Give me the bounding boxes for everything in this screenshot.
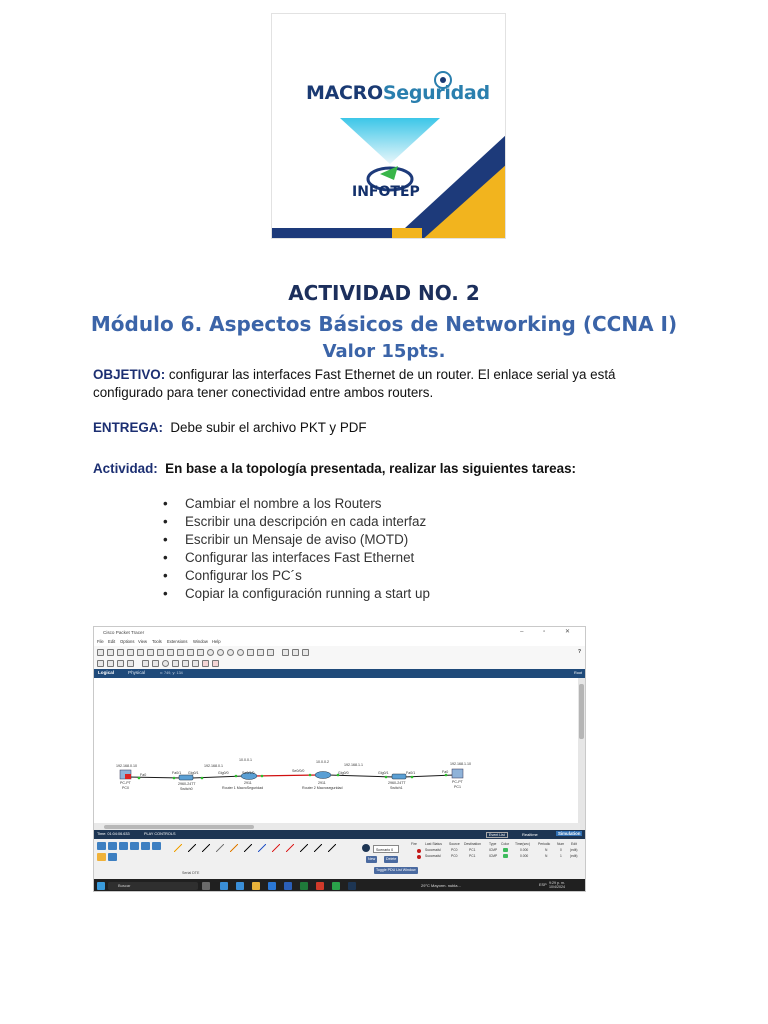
selected-device-name: Serial DTE <box>182 871 200 875</box>
router2-icon[interactable] <box>315 772 331 779</box>
event-fire-icon[interactable] <box>417 855 421 859</box>
crossover-cable-icon[interactable] <box>216 844 224 852</box>
menu-window[interactable]: Window <box>193 639 208 644</box>
rectangle-icon[interactable] <box>172 660 179 667</box>
macroseguridad-infotep-logo <box>271 13 506 239</box>
store-icon[interactable] <box>236 882 244 890</box>
new-file-icon[interactable] <box>97 649 104 656</box>
sim-time: Time: 01:04:06.633 <box>97 832 130 836</box>
link-light-icon <box>445 774 448 777</box>
event-header-periodic: Periodic <box>538 842 551 846</box>
menu-help[interactable]: Help <box>212 639 221 644</box>
simulation-bar <box>94 830 585 839</box>
save-icon[interactable] <box>117 649 124 656</box>
pc0-ip-label: 192.168.0.10 <box>116 764 137 768</box>
event-edit-link[interactable]: (edit) <box>570 848 578 852</box>
multiuser-icon[interactable] <box>152 842 161 850</box>
straight-cable-icon[interactable] <box>202 844 210 852</box>
pc1-name-label: PC1 <box>454 785 461 789</box>
r1-model-label: 2911 <box>244 781 252 785</box>
resize-icon[interactable] <box>152 660 159 667</box>
delivery-text: Debe subir el archivo PKT y PDF <box>162 420 367 435</box>
event-list-button[interactable]: Event List <box>486 832 508 838</box>
select-icon[interactable] <box>97 660 104 667</box>
task-item: • Cambiar el nombre a los Routers <box>163 495 430 513</box>
components-icon[interactable] <box>119 842 128 850</box>
event-cell: Successful <box>425 848 441 852</box>
event-cell: 0.000 <box>520 854 529 858</box>
activity-title: ACTIVIDAD NO. 2 <box>288 281 480 305</box>
serial-link-r1-r2 <box>254 775 318 776</box>
event-color-swatch <box>503 854 508 858</box>
powerpoint-icon[interactable] <box>316 882 324 890</box>
topology-graphic <box>94 678 580 830</box>
pc1-model-label: PC-PT <box>452 780 463 784</box>
event-header-destination: Destination <box>464 842 481 846</box>
cyan-triangle <box>340 118 440 164</box>
ipc-icon[interactable] <box>267 649 274 656</box>
mail-icon[interactable] <box>268 882 276 890</box>
objective-paragraph <box>93 366 673 402</box>
menu-options[interactable]: Options <box>120 639 135 644</box>
pdu-envelope-icon <box>125 774 131 779</box>
logo-brand-text <box>306 82 490 104</box>
chrome-icon[interactable] <box>332 882 340 890</box>
inspect-icon[interactable] <box>107 660 114 667</box>
octal-cable-icon[interactable] <box>300 844 308 852</box>
delivery-label: ENTREGA: <box>93 420 163 435</box>
event-cell: PC0 <box>451 848 458 852</box>
taskbar-clock[interactable] <box>549 881 565 889</box>
note-icon[interactable] <box>127 660 134 667</box>
event-cell: 0.000 <box>520 848 529 852</box>
link-light-icon <box>173 777 176 780</box>
play-controls[interactable]: PLAY CONTROLS <box>144 832 176 836</box>
save-as-icon[interactable] <box>127 649 134 656</box>
network-devices-icon[interactable] <box>97 842 106 850</box>
link-light-icon <box>201 777 204 780</box>
delete-scenario-button[interactable]: Delete <box>386 857 397 861</box>
redo-icon[interactable] <box>197 649 204 656</box>
scenario-select[interactable]: Scenario 0 <box>373 845 399 853</box>
activity-wizard-icon[interactable] <box>282 649 289 656</box>
taskbar-search[interactable]: Buscar <box>108 882 198 890</box>
phone-cable-icon[interactable] <box>244 844 252 852</box>
event-edit-link[interactable]: (edit) <box>570 854 578 858</box>
r1-lan-ip-label: 192.168.0.1 <box>204 764 223 768</box>
module-title: Módulo 6. Aspectos Básicos de Networking (CCNA I) <box>90 312 678 336</box>
menu-file[interactable]: File <box>97 639 104 644</box>
navy-base <box>272 228 392 239</box>
windows-start-icon[interactable] <box>97 882 105 890</box>
logo-graphic <box>272 14 506 239</box>
serial-dte-cable-icon[interactable] <box>286 844 294 852</box>
weather-widget[interactable]: 29°C Mayorm. nubla... <box>421 883 461 888</box>
open-file-icon[interactable] <box>107 649 114 656</box>
link-light-icon <box>261 775 264 778</box>
pc1-icon[interactable] <box>452 769 463 778</box>
r1-wan-ip-label: 10.0.0.1 <box>239 758 252 762</box>
vertical-scroll-thumb[interactable] <box>579 684 584 739</box>
task-list <box>163 495 430 603</box>
event-cell: PC1 <box>469 854 476 858</box>
event-header-type: Type <box>489 842 497 846</box>
event-header-source: Source <box>449 842 460 846</box>
menu-extensions[interactable]: Extensions <box>167 639 188 644</box>
sw1-port-a-label: Gig0/1 <box>378 771 389 775</box>
sw1-model-label: 2960-24TT <box>388 781 406 785</box>
menu-tools[interactable]: Tools <box>152 639 162 644</box>
objective-text: configurar las interfaces Fast Ethernet de un router. El enlace serial ya está configurado para tener conectividad entre ambos routers. <box>93 367 616 400</box>
add-pdu-icon[interactable] <box>202 660 209 667</box>
task-item: • Configurar las interfaces Fast Ethernet <box>163 549 430 567</box>
console-cable-icon[interactable] <box>188 844 196 852</box>
iot-cable-icon[interactable] <box>328 844 336 852</box>
app-title: Cisco Packet Tracer <box>103 630 145 635</box>
move-icon[interactable] <box>117 660 124 667</box>
event-cell: N <box>545 848 548 852</box>
copy-icon[interactable] <box>167 649 174 656</box>
scenario-icon[interactable] <box>362 844 370 852</box>
windows-taskbar <box>94 879 585 892</box>
file-explorer-icon[interactable] <box>252 882 260 890</box>
switch1-icon[interactable] <box>392 774 406 779</box>
language-indicator[interactable]: ESP <box>539 883 547 887</box>
event-color-swatch <box>503 848 508 852</box>
serial-link-label: Se0/0/0 <box>292 769 305 773</box>
horizontal-scroll-thumb[interactable] <box>104 825 254 829</box>
event-header-num: Num <box>557 842 565 846</box>
line-icon[interactable] <box>192 660 199 667</box>
new-scenario-button[interactable]: New <box>368 857 376 861</box>
event-cell: ICMP <box>489 854 498 858</box>
paste-icon[interactable] <box>177 649 184 656</box>
network-info-icon[interactable] <box>157 649 164 656</box>
view-icon[interactable] <box>292 649 299 656</box>
zoom-out-icon[interactable] <box>237 649 244 656</box>
event-header-status: Last Status <box>425 842 442 846</box>
tab-physical[interactable]: Physical <box>128 670 146 675</box>
tab-logical[interactable]: Logical <box>98 670 115 675</box>
event-header-time: Time(sec) <box>515 842 530 846</box>
add-complex-pdu-icon[interactable] <box>212 660 219 667</box>
pc1-ip-label: 192.168.1.10 <box>450 762 471 766</box>
zoom-in-icon[interactable] <box>217 649 224 656</box>
clock-date: 10/4/2024 <box>549 885 565 890</box>
edit-toolbar <box>94 658 585 669</box>
r2-wan-ip-label: 10.0.0.2 <box>316 760 329 764</box>
link-light-icon <box>411 776 414 779</box>
menu-view[interactable]: View <box>138 639 148 644</box>
auto-cable-icon[interactable] <box>174 844 182 852</box>
r1-port-label: Gig0/0 <box>218 771 229 775</box>
sw1-port-b-label: Fa0/1 <box>406 771 416 775</box>
main-toolbar <box>94 646 585 658</box>
event-cell: PC0 <box>451 854 458 858</box>
event-header-color: Color <box>501 842 510 846</box>
r2-lan-ip-label: 192.168.1.1 <box>344 763 363 767</box>
screenshot-icon[interactable] <box>302 649 309 656</box>
logo-brand-part1: MACRO <box>306 82 383 104</box>
root-label[interactable]: Root <box>573 671 582 675</box>
r2-port-label: Gig0/0 <box>338 771 349 775</box>
lightning-icon[interactable] <box>97 853 106 861</box>
misc-icon[interactable] <box>141 842 150 850</box>
delete-icon[interactable] <box>142 660 149 667</box>
link-light-icon <box>309 774 312 777</box>
usb-cable-icon[interactable] <box>314 844 322 852</box>
logo-institution-text: INFOTEP <box>352 184 420 200</box>
event-header-edit: Edit <box>571 842 577 846</box>
menu-bar <box>94 638 585 646</box>
gold-base <box>392 228 422 239</box>
fiber-cable-icon[interactable] <box>230 844 238 852</box>
toggle-pdu-list-button[interactable]: Toggle PDU List Window <box>376 868 416 872</box>
link-light-icon <box>385 776 388 779</box>
event-cell: Successful <box>425 854 441 858</box>
sw0-name-label: Switch0 <box>180 787 193 791</box>
sw1-name-label: Switch1 <box>390 786 403 790</box>
custom-device-icon[interactable] <box>257 649 264 656</box>
help-icon[interactable]: ? <box>577 649 581 655</box>
serial-dce-cable-icon[interactable] <box>272 844 280 852</box>
connections-icon[interactable] <box>130 842 139 850</box>
activity-text: En base a la topología presentada, realizar las siguientes tareas: <box>157 461 576 476</box>
sw0-port-a-label: Fa0/1 <box>172 771 182 775</box>
task-view-icon[interactable] <box>202 882 210 890</box>
undo-icon[interactable] <box>187 649 194 656</box>
sw0-model-label: 2960-24TT <box>178 782 196 786</box>
menu-edit[interactable]: Edit <box>108 639 116 644</box>
task-item: • Escribir un Mensaje de aviso (MOTD) <box>163 531 430 549</box>
palette-icon[interactable] <box>247 649 254 656</box>
delivery-paragraph <box>93 419 367 437</box>
link-light-icon <box>235 775 238 778</box>
activity-paragraph <box>93 460 576 478</box>
app-titlebar <box>94 627 585 638</box>
print-icon[interactable] <box>137 649 144 656</box>
event-fire-icon[interactable] <box>417 849 421 853</box>
r1-name-label: Router 1 MacroSeguridad <box>222 786 264 790</box>
activity-label: Actividad: <box>93 461 158 476</box>
event-cell: PC1 <box>469 848 476 852</box>
sw0-port-b-label: Gig0/1 <box>188 771 199 775</box>
event-cell: ICMP <box>489 848 498 852</box>
grid-icon[interactable] <box>108 853 117 861</box>
search-icon[interactable] <box>207 649 214 656</box>
zoom-reset-icon[interactable] <box>227 649 234 656</box>
event-cell: 0 <box>560 848 562 852</box>
word-icon[interactable] <box>284 882 292 890</box>
event-header-fire: Fire <box>411 842 417 846</box>
excel-icon[interactable] <box>300 882 308 890</box>
r2-model-label: 2911 <box>318 781 326 785</box>
device-panel <box>94 839 585 879</box>
coaxial-cable-icon[interactable] <box>258 844 266 852</box>
window-controls[interactable]: – ▫ ✕ <box>520 629 579 635</box>
clock-time: 9:29 p. m. <box>549 881 565 885</box>
logo-brand-part2: Seguridad <box>382 82 490 104</box>
pc0-model-label: PC-PT <box>120 781 131 785</box>
simulation-tab[interactable]: Simulation <box>558 831 581 836</box>
r2-name-label: Router 2 Macroseguridad <box>302 786 343 790</box>
packet-tracer-screenshot <box>93 626 586 892</box>
workspace-mode-bar <box>94 669 585 678</box>
end-devices-icon[interactable] <box>108 842 117 850</box>
ellipse-icon[interactable] <box>162 660 169 667</box>
switch0-icon[interactable] <box>179 775 193 780</box>
edge-icon[interactable] <box>220 882 228 890</box>
realtime-tab[interactable]: Realtime <box>522 832 538 837</box>
wizard-icon[interactable] <box>147 649 154 656</box>
freeform-icon[interactable] <box>182 660 189 667</box>
event-cell: N <box>545 854 548 858</box>
task-item: • Copiar la configuración running a start up <box>163 585 430 603</box>
task-item: • Escribir una descripción en cada interfaz <box>163 513 430 531</box>
value-title: Valor 15pts. <box>322 341 446 362</box>
link-light-icon <box>138 777 141 780</box>
r1-serial-label: Se0/1/0 <box>242 771 255 775</box>
objective-label: OBJETIVO: <box>93 367 166 382</box>
pc0-name-label: PC0 <box>122 786 129 790</box>
task-item: • Configurar los PC´s <box>163 567 430 585</box>
event-cell: 1 <box>560 854 562 858</box>
pc1-port-label: Fa0 <box>442 770 449 774</box>
topology-canvas[interactable] <box>94 678 580 830</box>
pc0-port-label: Fa0 <box>140 773 147 777</box>
packet-tracer-taskbar-icon[interactable] <box>348 882 356 890</box>
cursor-coordinates: x: 749, y: 134 <box>160 671 183 675</box>
